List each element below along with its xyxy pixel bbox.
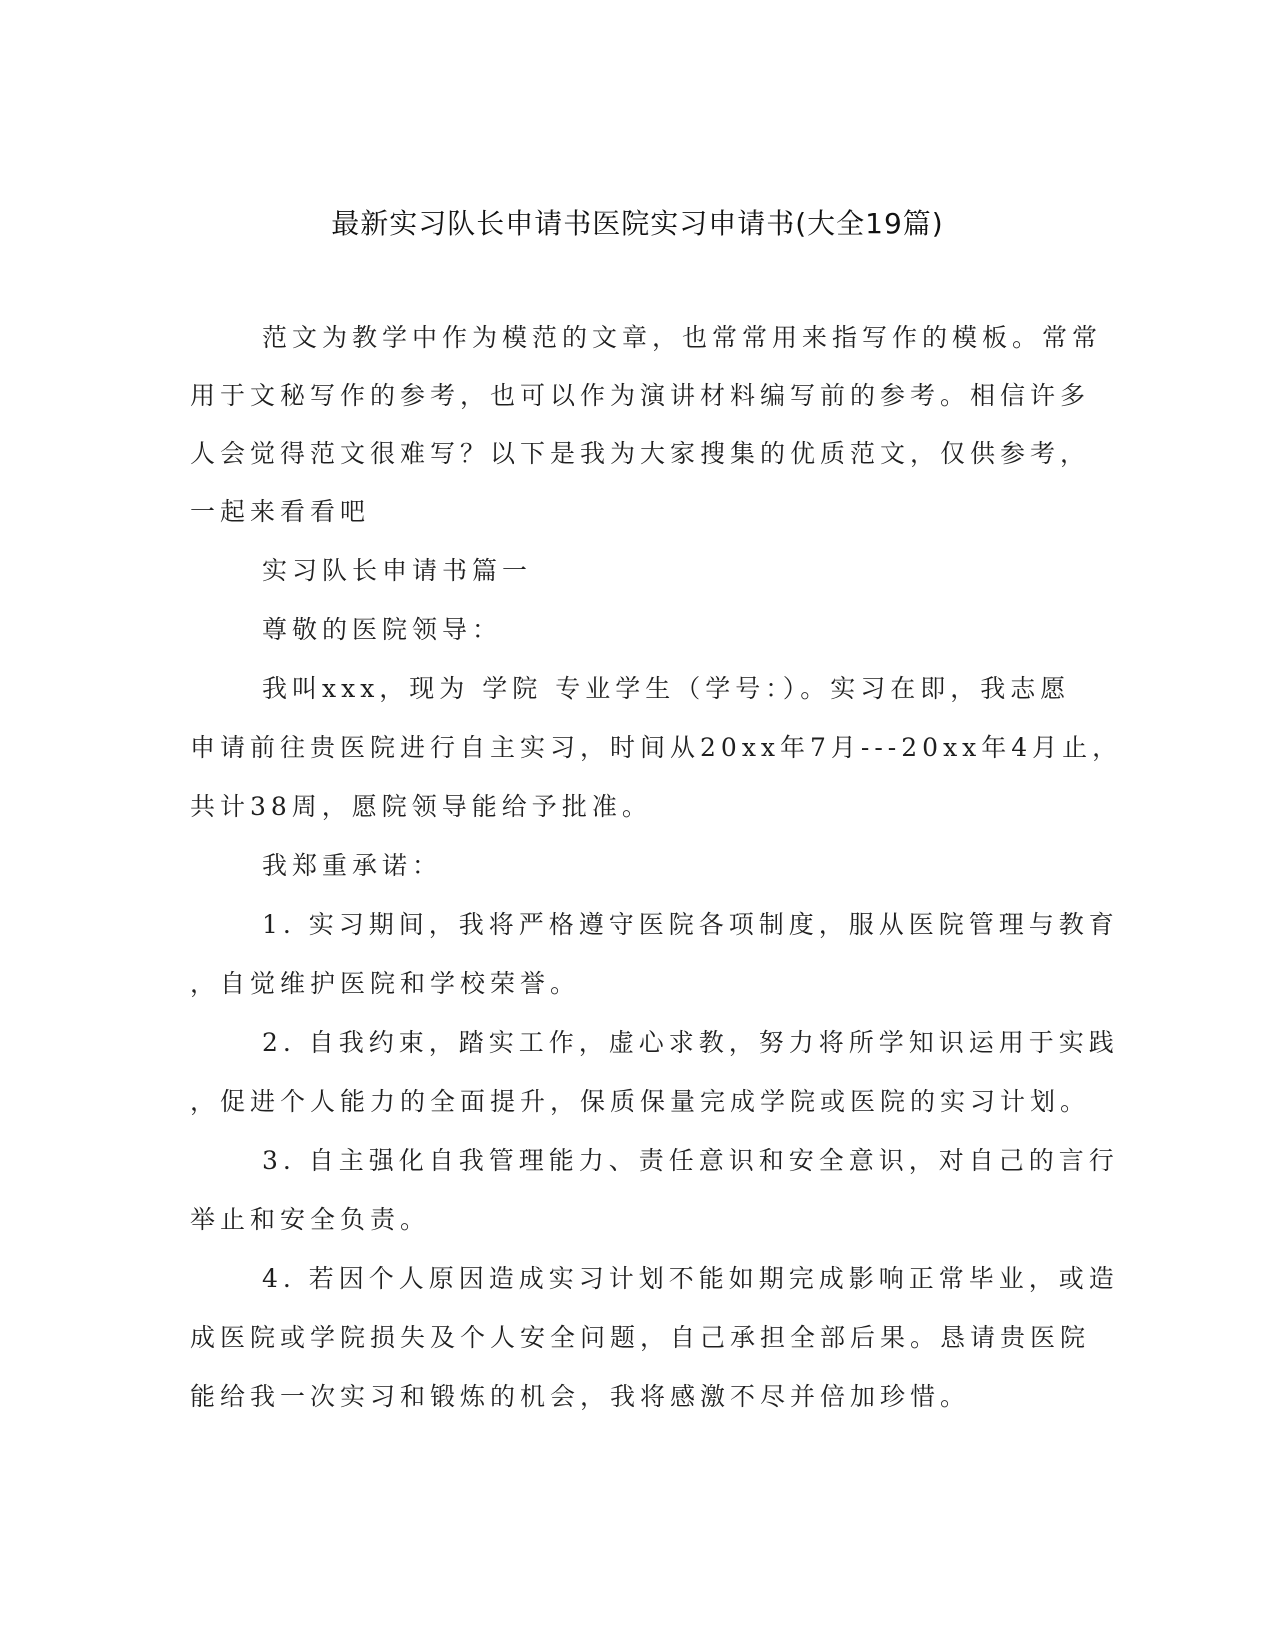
- promise-heading: 我郑重承诺：: [262, 851, 443, 880]
- document-title: 最新实习队长申请书医院实习申请书(大全19篇): [331, 207, 944, 240]
- promise-4-line-3: 能给我一次实习和锻炼的机会，我将感激不尽并倍加珍惜。: [190, 1382, 971, 1411]
- promise-1-line-1: 1. 实习期间，我将严格遵守医院各项制度，服从医院管理与教育: [262, 910, 1119, 939]
- promise-2-line-1: 2. 自我约束，踏实工作，虚心求教，努力将所学知识运用于实践: [262, 1028, 1119, 1057]
- promise-2-line-2: ，促进个人能力的全面提升，保质保量完成学院或医院的实习计划。: [190, 1087, 1091, 1116]
- intro-line-1: 范文为教学中作为模范的文章，也常常用来指写作的模板。常常: [262, 323, 1103, 352]
- intro-line-3: 人会觉得范文很难写？以下是我为大家搜集的优质范文，仅供参考，: [190, 439, 1091, 468]
- intro-line-2: 用于文秘写作的参考，也可以作为演讲材料编写前的参考。相信许多: [190, 381, 1091, 410]
- promise-1-line-2: ，自觉维护医院和学校荣誉。: [190, 969, 581, 998]
- body-line-2: 申请前往贵医院进行自主实习，时间从20xx年7月---20xx年4月止，: [190, 733, 1123, 762]
- promise-4-line-1: 4. 若因个人原因造成实习计划不能如期完成影响正常毕业，或造: [262, 1264, 1119, 1293]
- body-line-1: 我叫xxx，现为 学院 专业学生（学号：）。实习在即，我志愿: [262, 674, 1071, 703]
- promise-3-line-2: 举止和安全负责。: [190, 1205, 431, 1234]
- intro-line-4: 一起来看看吧: [190, 497, 371, 526]
- salutation: 尊敬的医院领导：: [262, 615, 503, 644]
- section-heading: 实习队长申请书篇一: [262, 556, 533, 585]
- promise-3-line-1: 3. 自主强化自我管理能力、责任意识和安全意识，对自己的言行: [262, 1146, 1119, 1175]
- body-line-3: 共计38周，愿院领导能给予批准。: [190, 792, 652, 821]
- promise-4-line-2: 成医院或学院损失及个人安全问题，自己承担全部后果。恳请贵医院: [190, 1323, 1091, 1352]
